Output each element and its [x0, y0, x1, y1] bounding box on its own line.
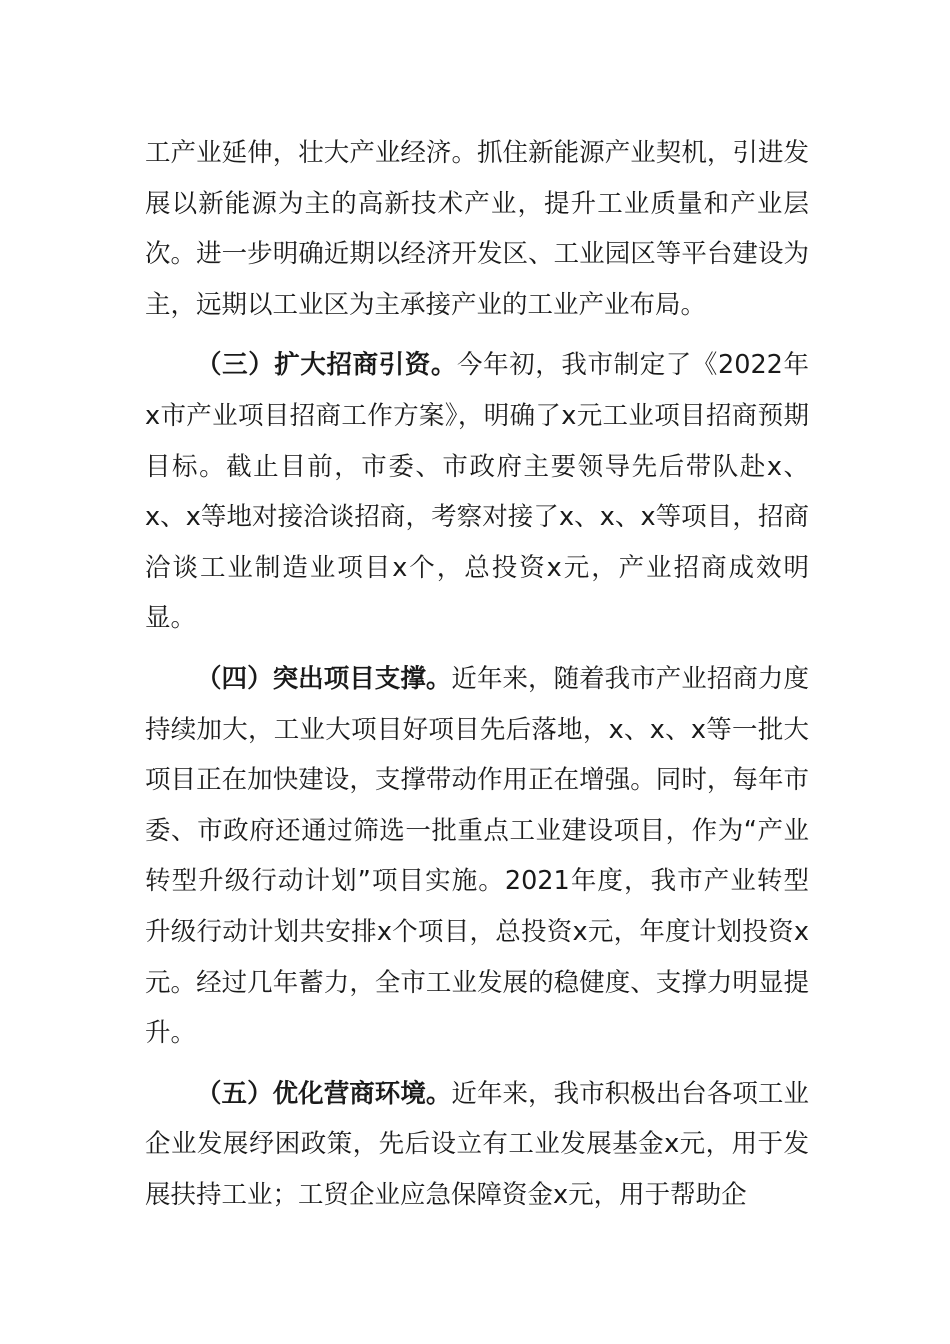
paragraph-text: 今年初，我市制定了《2022年x市产业项目招商工作方案》，明确了x元工业项目招商预期目标。截止目前，市委、市政府主要领导先后带队赴x、x、x等地对接洽谈招商，考察对接了x、x、x等项目，招商洽谈工业制造业项目x个，总投资x元，产业招商成效明显。	[145, 350, 809, 634]
paragraph-continuation	[145, 128, 809, 330]
paragraph-business-environment	[145, 1069, 809, 1221]
paragraph-text: 近年来，随着我市产业招商力度持续加大，工业大项目好项目先后落地，x、x、x等一批大项目正在加快建设，支撑带动作用正在增强。同时，每年市委、市政府还通过筛选一批重点工业建设项目，作为“产业转型升级行动计划”项目实施。2021年度，我市产业转型升级行动计划共安排x个项目，总投资x元，年度计划投资x元。经过几年蓄力，全市工业发展的稳健度、支撑力明显提升。	[145, 663, 809, 1049]
paragraph-text: 近年来，我市积极出台各项工业企业发展纾困政策，先后设立有工业发展基金x元，用于发展扶持工业；工贸企业应急保障资金x元，用于帮助企	[145, 1078, 809, 1210]
document-page	[145, 128, 809, 1230]
section-heading: （五）优化营商环境。	[196, 1078, 452, 1109]
section-heading: （三）扩大招商引资。	[196, 350, 457, 381]
paragraph-project-support	[145, 654, 809, 1059]
paragraph-investment	[145, 340, 809, 644]
paragraph-text: 工产业延伸，壮大产业经济。抓住新能源产业契机，引进发展以新能源为主的高新技术产业，提升工业质量和产业层次。进一步明确近期以经济开发区、工业园区等平台建设为主，远期以工业区为主承接产业的工业产业布局。	[145, 138, 809, 320]
section-heading: （四）突出项目支撑。	[196, 663, 452, 694]
